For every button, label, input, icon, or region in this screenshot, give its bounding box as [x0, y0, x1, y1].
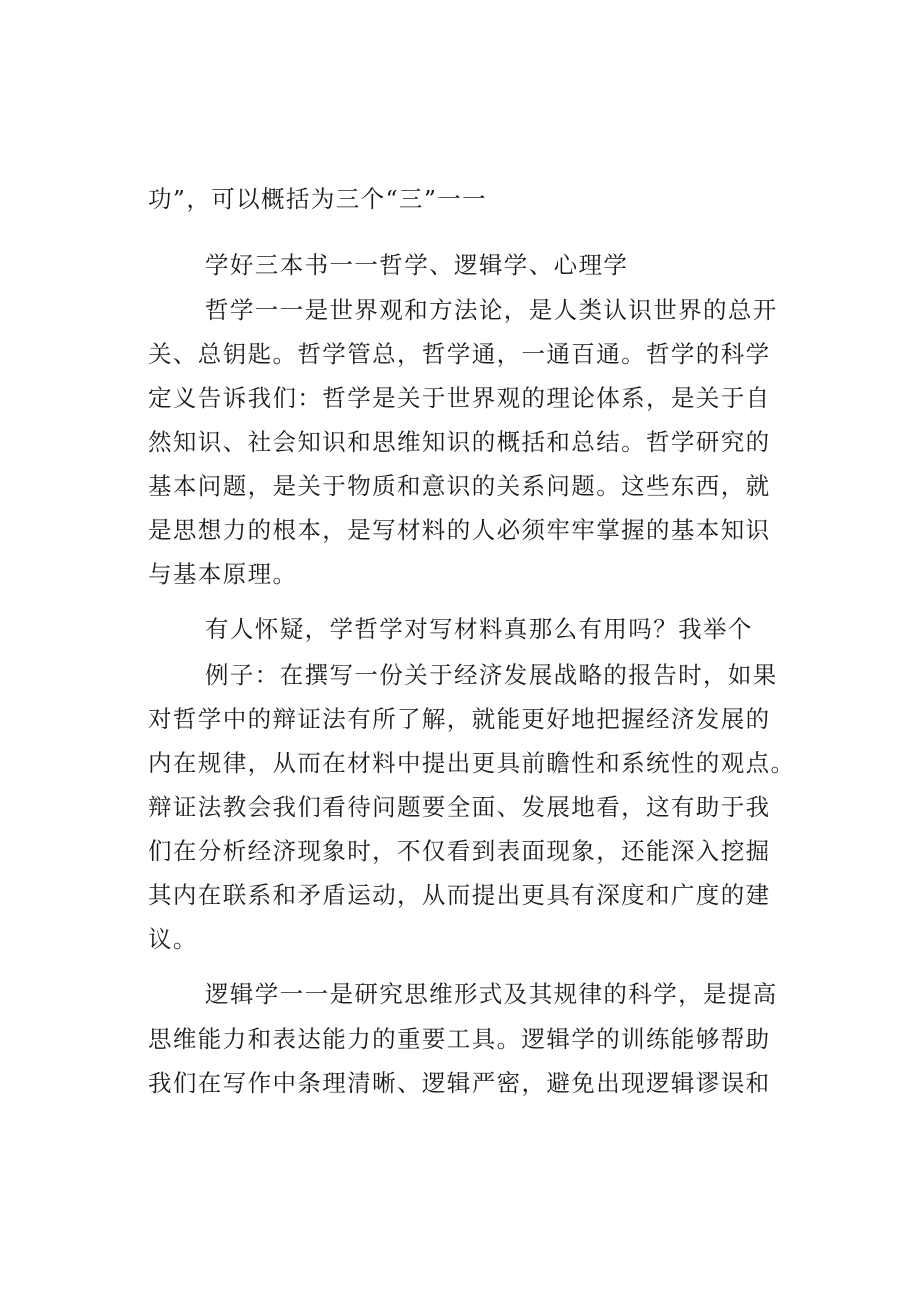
paragraph-line: 议。: [148, 925, 198, 953]
paragraph-line: 们在分析经济现象时，不仅看到表面现象，还能深入挖掘: [148, 837, 771, 865]
paragraph-line: 逻辑学一一是研究思维形式及其规律的科学，是提高: [205, 980, 778, 1008]
paragraph-line: 基本问题，是关于物质和意识的关系问题。这些东西，就: [148, 472, 771, 500]
paragraph-line: 例子：在撰写一份关于经济发展战略的报告时，如果: [205, 661, 778, 689]
paragraph-line: 与基本原理。: [148, 560, 298, 588]
paragraph-line: 是思想力的根本，是写材料的人必须牢牢掌握的基本知识: [148, 516, 771, 544]
paragraph-line: 定义告诉我们：哲学是关于世界观的理论体系，是关于自: [148, 384, 771, 412]
paragraph-line: 思维能力和表达能力的重要工具。逻辑学的训练能够帮助: [148, 1025, 771, 1053]
section-heading: 学好三本书一一哲学、逻辑学、心理学: [205, 251, 629, 279]
paragraph-line: 哲学一一是世界观和方法论，是人类认识世界的总开: [205, 296, 778, 324]
paragraph-line: 对哲学中的辩证法有所了解，就能更好地把握经济发展的: [148, 705, 771, 733]
paragraph-line: 其内在联系和矛盾运动，从而提出更具有深度和广度的建: [148, 881, 771, 909]
paragraph-line: 内在规律，从而在材料中提出更具前瞻性和系统性的观点。: [148, 749, 796, 777]
paragraph-line: 然知识、社会知识和思维知识的概括和总结。哲学研究的: [148, 428, 771, 456]
text-line: 功”，可以概括为三个“三”一一: [148, 185, 488, 213]
paragraph-line: 有人怀疑，学哲学对写材料真那么有用吗？我举个: [205, 615, 753, 643]
paragraph-line: 辩证法教会我们看待问题要全面、发展地看，这有助于我: [148, 793, 771, 821]
paragraph-line: 我们在写作中条理清晰、逻辑严密，避免出现逻辑谬误和: [148, 1069, 771, 1097]
paragraph-line: 关、总钥匙。哲学管总，哲学通，一通百通。哲学的科学: [148, 340, 771, 368]
